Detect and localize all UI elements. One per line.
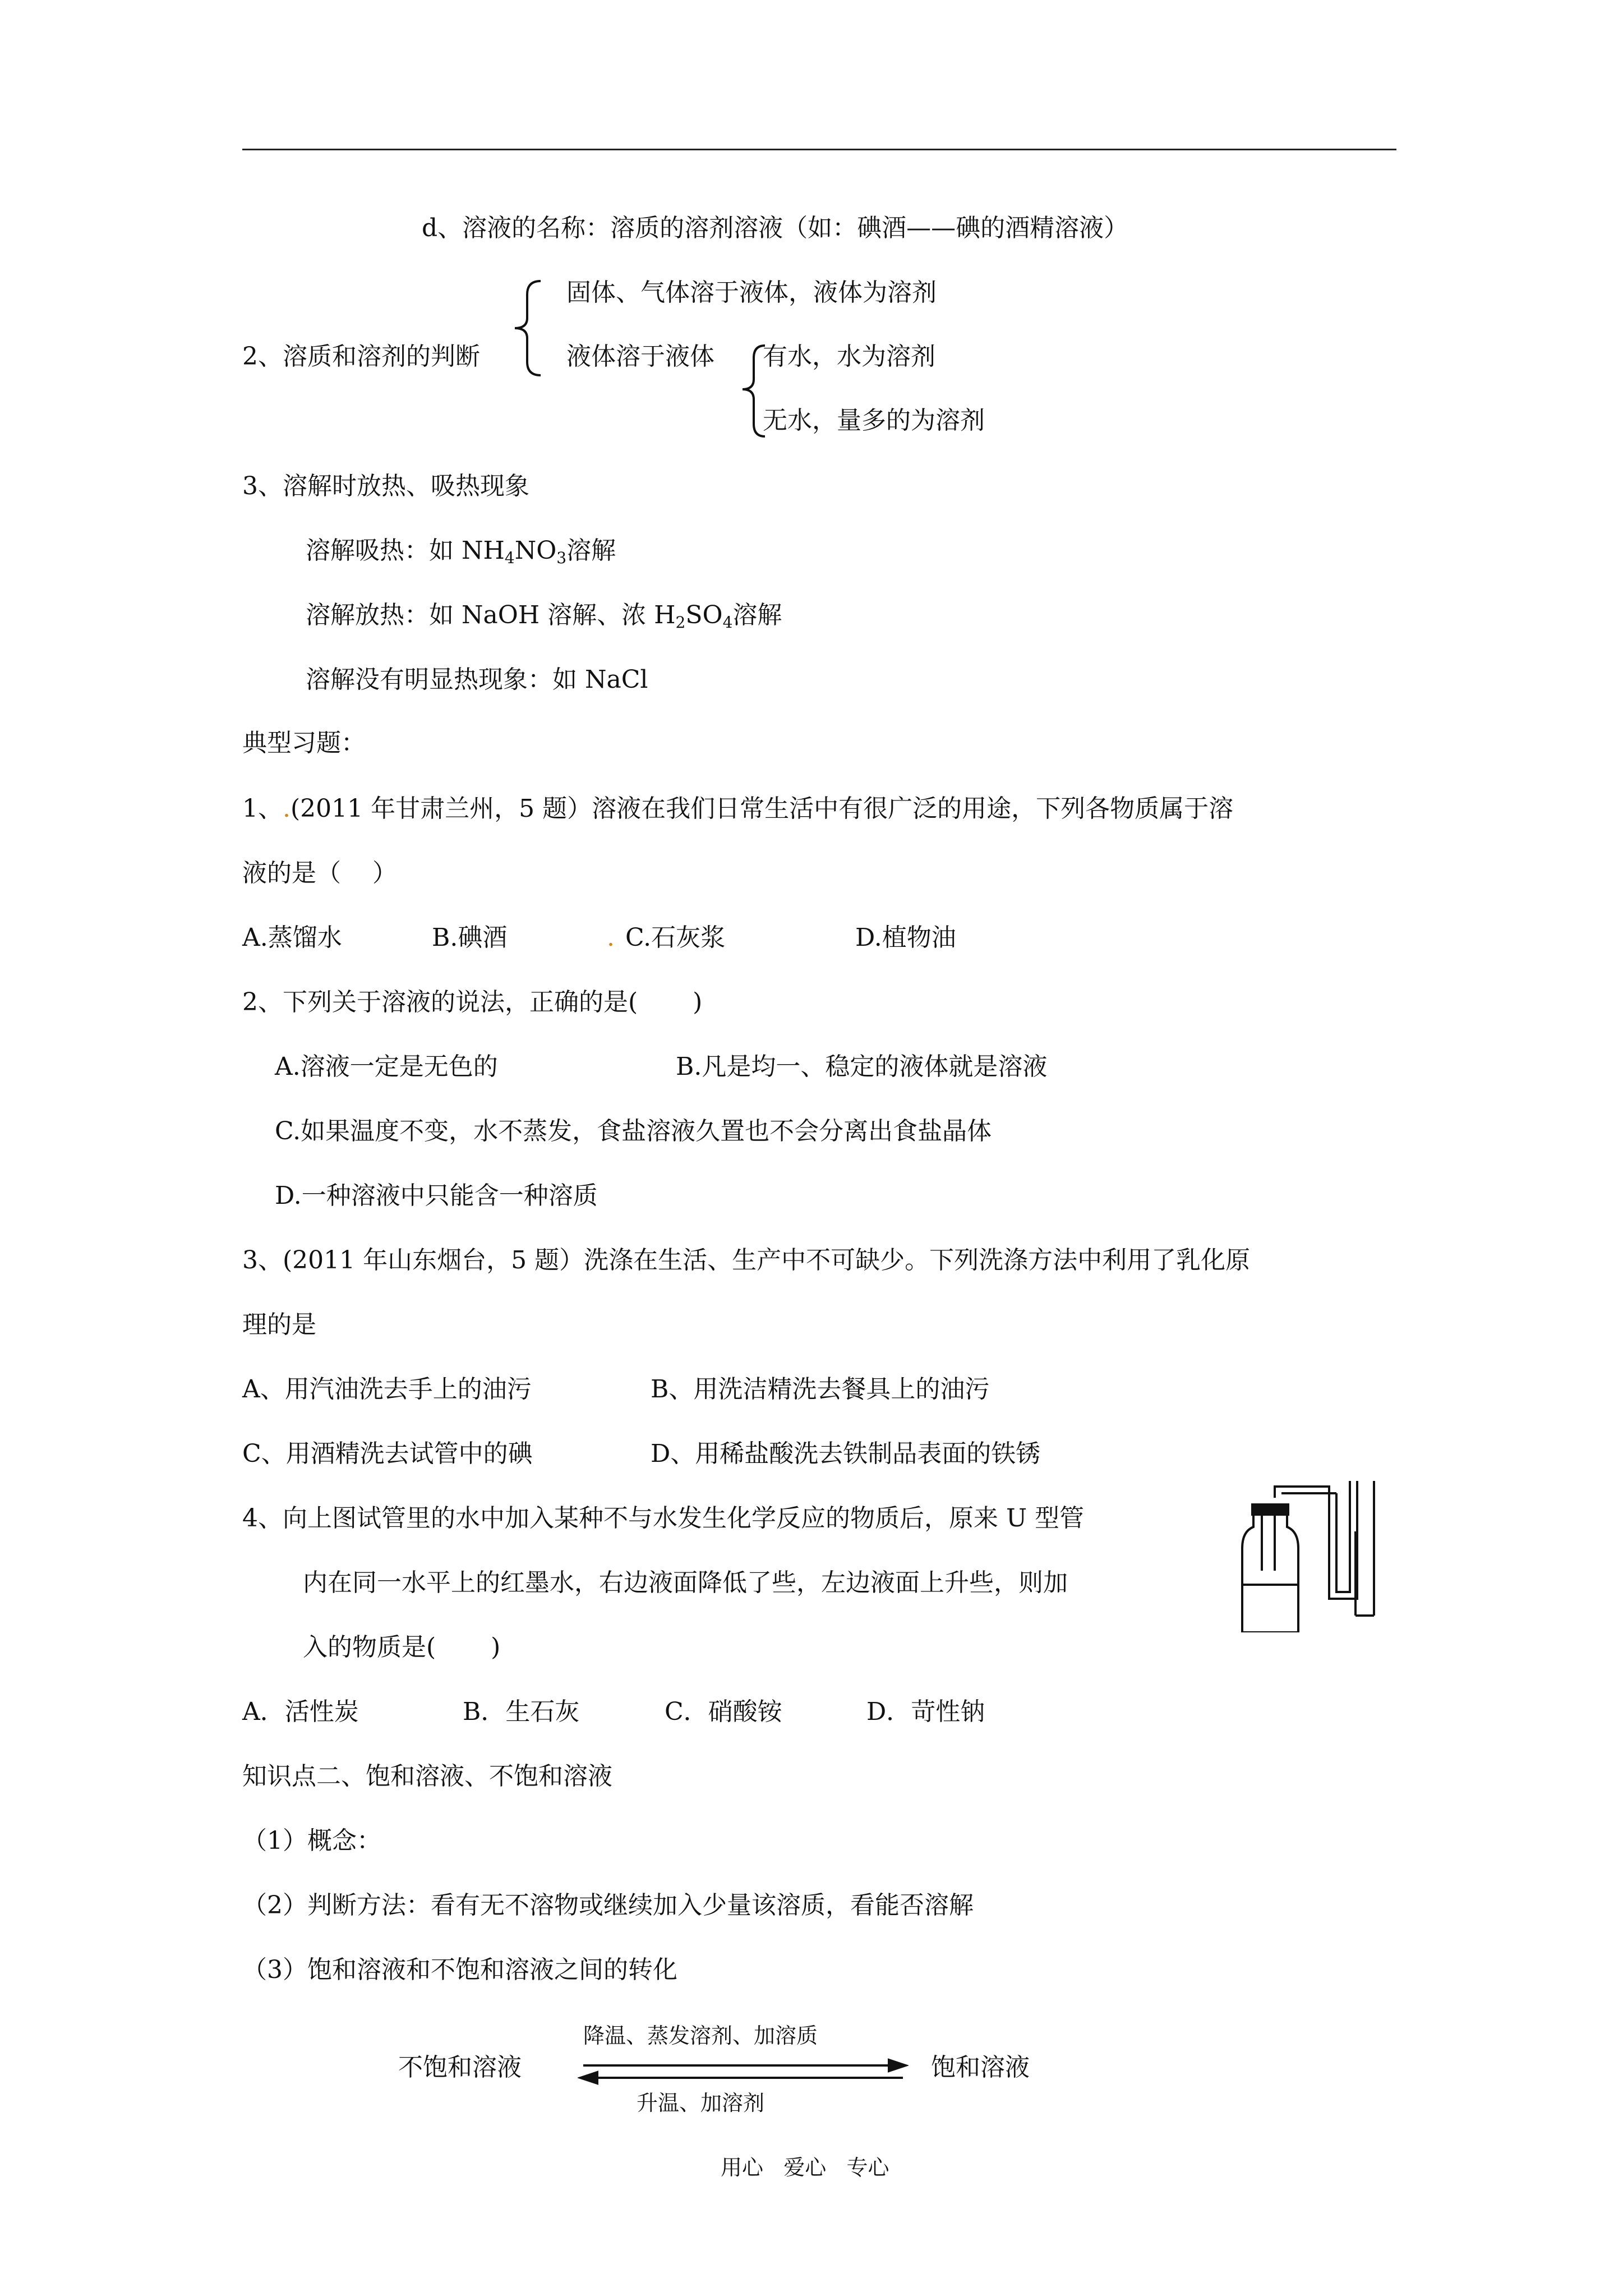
judge-rule2: 液体溶于液体 — [566, 342, 714, 371]
q4-line2: 内在同一水平上的红墨水，右边液面降低了些，左边液面上升些，则加 — [303, 1568, 1068, 1597]
q4-line1: 4、向上图试管里的水中加入某种不与水发生化学反应的物质后，原来 U 型管 — [242, 1504, 1085, 1533]
judge-sub2: 无水，量多的为溶剂 — [763, 406, 985, 435]
q1-line2: 液的是（ ） — [242, 859, 397, 887]
q4-option-d: D．苛性钠 — [866, 1697, 985, 1726]
q1-option-c: C.石灰浆 — [625, 923, 726, 952]
q2-option-a: A.溶液一定是无色的 — [275, 1052, 498, 1081]
page-footer: 用心 爱心 专心 — [721, 2155, 889, 2180]
kp2-method: （2）判断方法：看有无不溶物或继续加入少量该溶质，看能否溶解 — [242, 1891, 974, 1920]
judge-rule1: 固体、气体溶于液体，液体为溶剂 — [566, 278, 937, 307]
q4-option-a: A．活性炭 — [242, 1697, 359, 1726]
saturated-solution-label: 饱和溶液 — [931, 2053, 1030, 2082]
q3-option-a: A、用汽油洗去手上的油污 — [242, 1375, 532, 1404]
kp2-conversion-title: （3）饱和溶液和不饱和溶液之间的转化 — [242, 1955, 677, 1984]
q1-option-b: B.碘酒 — [432, 923, 508, 952]
heat-title: 3、溶解时放热、吸热现象 — [242, 472, 529, 500]
exercises-title: 典型习题： — [242, 729, 366, 757]
q3-line2: 理的是 — [242, 1310, 316, 1339]
brace-main — [510, 278, 544, 379]
q3-option-d: D、用稀盐酸洗去铁制品表面的铁锈 — [651, 1439, 1041, 1468]
q1-option-d: D.植物油 — [855, 923, 956, 952]
judge-sub1: 有水，水为溶剂 — [763, 342, 935, 371]
q2-option-c: C.如果温度不变，水不蒸发，食盐溶液久置也不会分离出食盐晶体 — [275, 1117, 992, 1145]
q1-option-a: A.蒸馏水 — [242, 923, 342, 952]
q3-line1: 3、(2011 年山东烟台，5 题）洗涤在生活、生产中不可缺少。下列洗涤方法中利用了乳化原 — [242, 1246, 1251, 1274]
q3-option-c: C、用酒精洗去试管中的碘 — [242, 1439, 533, 1468]
header-rule — [242, 149, 1396, 150]
to-unsaturated-conditions: 升温、加溶剂 — [637, 2091, 765, 2115]
q2-stem: 2、下列关于溶液的说法，正确的是( ) — [242, 988, 703, 1016]
to-saturated-conditions: 降温、蒸发溶剂、加溶质 — [583, 2023, 818, 2048]
q4-line3: 入的物质是( ) — [303, 1633, 501, 1662]
heat-release: 溶解放热：如 NaOH 溶解、浓 $H_2SO_4$溶解 — [306, 601, 782, 632]
kp2-concept: （1）概念： — [242, 1826, 381, 1855]
heat-none: 溶解没有明显热现象：如 NaCl — [306, 665, 648, 694]
q1-line1: 1、.(2011 年甘肃兰州，5 题）溶液在我们日常生活中有很广泛的用途，下列各物质属于溶 — [242, 794, 1234, 823]
q2-option-b: B.凡是均一、稳定的液体就是溶液 — [676, 1052, 1048, 1081]
solution-name-line: d、溶液的名称：溶质的溶剂溶液（如：碘酒——碘的酒精溶液） — [422, 214, 1129, 242]
q3-option-b: B、用洗洁精洗去餐具上的油污 — [651, 1375, 990, 1404]
q4-option-b: B．生石灰 — [463, 1697, 580, 1726]
kp2-title: 知识点二、饱和溶液、不饱和溶液 — [242, 1762, 612, 1791]
flask-u-tube-figure — [1231, 1464, 1388, 1632]
judge-label: 2、溶质和溶剂的判断 — [242, 342, 480, 371]
q1-orange-dot: . — [607, 923, 615, 952]
q2-option-d: D.一种溶液中只能含一种溶质 — [275, 1181, 598, 1210]
reversible-arrows — [578, 2058, 909, 2086]
heat-absorb: 溶解吸热：如 $NH_4NO_3$溶解 — [306, 536, 616, 567]
unsaturated-solution-label: 不饱和溶液 — [398, 2053, 522, 2082]
q4-option-c: C．硝酸铵 — [665, 1697, 782, 1726]
